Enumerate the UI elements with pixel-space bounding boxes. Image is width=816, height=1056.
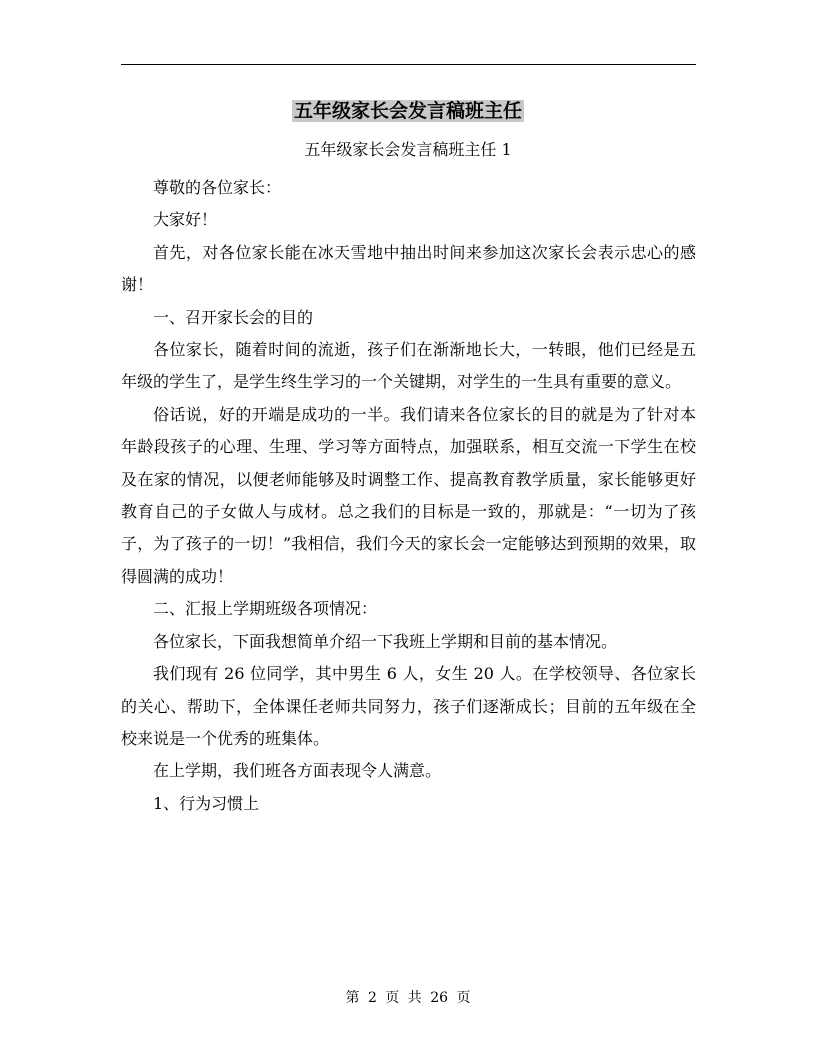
document-title-text: 五年级家长会发言稿班主任 [293, 100, 522, 122]
section-heading-report: 二、汇报上学期班级各项情况： [153, 599, 378, 619]
paragraph-salutation: 尊敬的各位家长： [153, 178, 282, 197]
section-heading-purpose: 一、召开家长会的目的 [153, 307, 314, 327]
subheading-behavior: 1、行为习惯上 [153, 793, 260, 813]
document-body [121, 172, 696, 820]
document-subtitle: 五年级家长会发言稿班主任 1 [304, 140, 512, 159]
paragraph-greeting: 大家好！ [153, 210, 218, 230]
paragraph-purpose-detail: 俗话说，好的开端是成功的一半。我们请来各位家长的目的就是为了针对本年龄段孩子的心理、生理、学习等方面特点，加强联系，相互交流一下学生在校及在家的情况，以便老师能够及时调整工作、提高教育教学质量，家长能够更好教育自己的子女做人与成材。总之我们的目标是一致的，那就是：“一切为了孩子，为了孩子的一切！”我相信，我们今天的家长会一定能够达到预期的效果，取得圆满的成功！ [121, 404, 696, 586]
document-title [0, 96, 816, 126]
paragraph-last-term: 在上学期，我们班各方面表现令人满意。 [153, 761, 442, 781]
header-rule [121, 64, 696, 65]
paragraph-report-intro: 各位家长，下面我想简单介绍一下我班上学期和目前的基本情况。 [153, 631, 618, 651]
page-footer: 第 2 页 共 26 页 [345, 990, 471, 1006]
paragraph-thanks: 首先，对各位家长能在冰天雪地中抽出时间来参加这次家长会表示忠心的感谢！ [121, 242, 696, 295]
paragraph-purpose-intro: 各位家长，随着时间的流逝，孩子们在渐渐地长大，一转眼，他们已经是五年级的学生了，是学生终生学习的一个关键期，对学生的一生具有重要的意义。 [121, 340, 696, 392]
paragraph-class-stats: 我们现有 26 位同学，其中男生 6 人，女生 20 人。在学校领导、各位家长的关心、帮助下，全体课任老师共同努力，孩子们逐渐成长；目前的五年级在全校来说是一个优秀的班集体。 [121, 664, 696, 748]
